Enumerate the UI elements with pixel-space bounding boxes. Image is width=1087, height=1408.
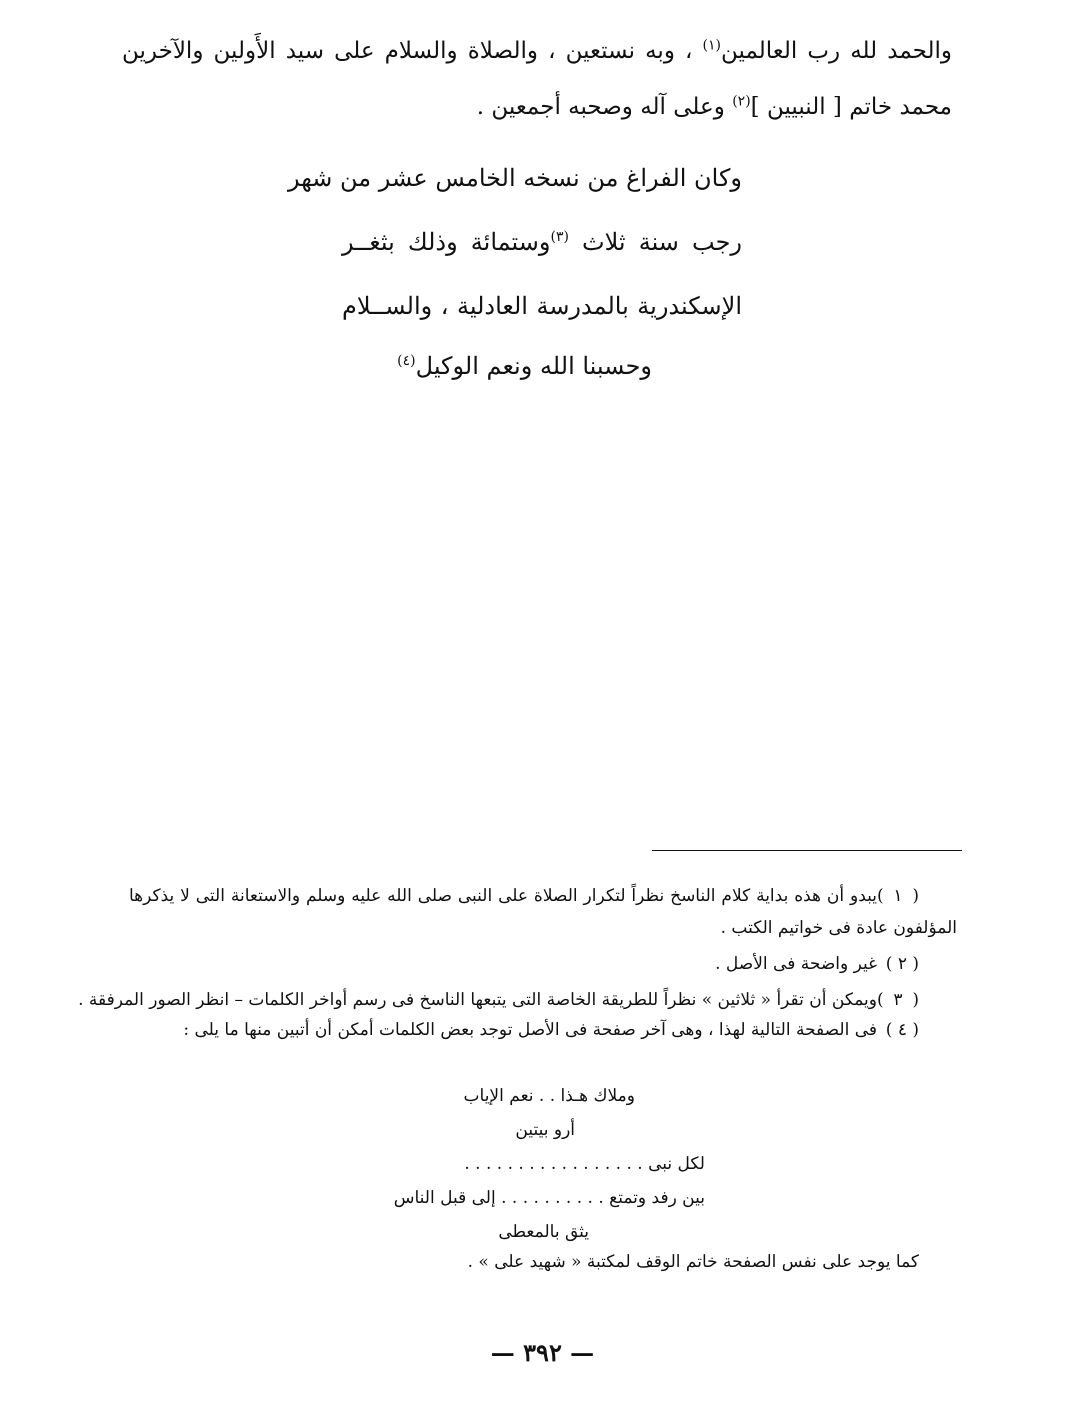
footnote-4-text: فى الصفحة التالية لهذا ، وهى آخر صفحة فى الأصل توجد بعض الكلمات أمكن أن أتبين منها ما يلى : <box>183 1020 877 1040</box>
footnote-3-text: ويمكن أن تقرأ « ثلاثين » نظراً للطريقة الخاصة التى يتبعها الناسخ فى رسم أواخر الكلمات – انظر الصور المرفقة . <box>78 990 877 1010</box>
inscription-line-1 <box>464 1084 635 1108</box>
colophon-line-3-text: الإسكندرية بالمدرسة العادلية ، والســلام <box>342 292 742 320</box>
colophon-line-4 <box>397 350 652 382</box>
inscription-line-5-text: يثق بالمعطى <box>498 1222 589 1242</box>
footnote-4-number: ( ٤ ) <box>885 1020 919 1040</box>
footnote-3-number: ( ٣ ) <box>877 990 919 1010</box>
inscription-line-3-dots: . . . . . . . . . . . . . . . . . <box>464 1154 649 1174</box>
colophon-line-4-text: وحسبنا الله ونعم الوكيل <box>415 352 652 380</box>
footnote-4 <box>129 1018 919 1042</box>
main-text-line-2 <box>122 92 952 122</box>
footnote-ref-1: (١) <box>702 37 722 54</box>
footnote-1-line-2 <box>125 916 957 940</box>
footnote-divider <box>652 850 962 851</box>
inscription-line-4-dots: . . . . . . . . . . <box>495 1188 610 1208</box>
colophon-line-2-part-b: وستمائة وذلك بثغــر <box>342 228 551 256</box>
colophon-line-2 <box>342 226 742 258</box>
inscription-line-2-text: أرو بيتين <box>515 1120 575 1140</box>
footnote-1-text-line-2: المؤلفون عادة فى خواتيم الكتب . <box>720 918 957 938</box>
colophon-line-2-part-a: رجب سنة ثلاث <box>568 228 742 256</box>
footnote-ref-4: (٤) <box>397 353 416 369</box>
inscription-line-3-text: لكل نبى <box>648 1154 705 1174</box>
inscription-line-5 <box>498 1220 589 1244</box>
inscription-line-4-part-b: إلى قبل الناس <box>393 1188 496 1208</box>
footnote-2-number: ( ٢ ) <box>885 954 919 974</box>
page-number: — ٣٩٢ — <box>490 1338 595 1367</box>
main-text-line-1-part-b: ، وبه نستعين ، والصلاة والسلام على سيد الأَولين والآخرين <box>122 38 703 64</box>
footnote-2 <box>129 952 919 976</box>
main-text-line-2-part-a: محمد خاتم [ النبيين ] <box>750 94 952 120</box>
inscription-line-1-text: وملاك هـذا . . نعم الإياب <box>463 1086 635 1106</box>
main-text-line-1 <box>122 36 952 66</box>
footnote-ref-3: (٣) <box>550 229 569 245</box>
inscription-line-6 <box>468 1250 919 1274</box>
footnote-1-line-1 <box>129 884 919 908</box>
footnote-1-number: ( ١ ) <box>877 886 919 906</box>
footnote-1-text-line-1: يبدو أن هذه بداية كلام الناسخ نظراً لتكرار الصلاة على النبى صلى الله عليه وسلم والاستعانة التى لا يذكرها <box>129 886 877 906</box>
colophon-line-3 <box>342 290 742 322</box>
colophon-line-1-text: وكان الفراغ من نسخه الخامس عشر من شهر <box>287 164 742 192</box>
main-text-line-1-part-a: والحمد لله رب العالمين <box>721 38 952 64</box>
inscription-line-6-text: كما يوجد على نفس الصفحة خاتم الوقف لمكتبة « شهيد على » . <box>467 1252 919 1272</box>
footnote-ref-2: (٢) <box>732 93 751 110</box>
colophon-line-1 <box>287 162 742 194</box>
footnote-3 <box>78 988 919 1012</box>
inscription-line-4-part-a: بين رفد وتمتع <box>609 1188 705 1208</box>
inscription-line-4 <box>394 1186 705 1210</box>
main-text-line-2-part-b: وعلى آله وصحبه أجمعين . <box>476 94 733 120</box>
inscription-line-2 <box>515 1118 575 1142</box>
footnote-2-text: غير واضحة فى الأصل . <box>715 954 877 974</box>
inscription-line-3 <box>464 1152 705 1176</box>
